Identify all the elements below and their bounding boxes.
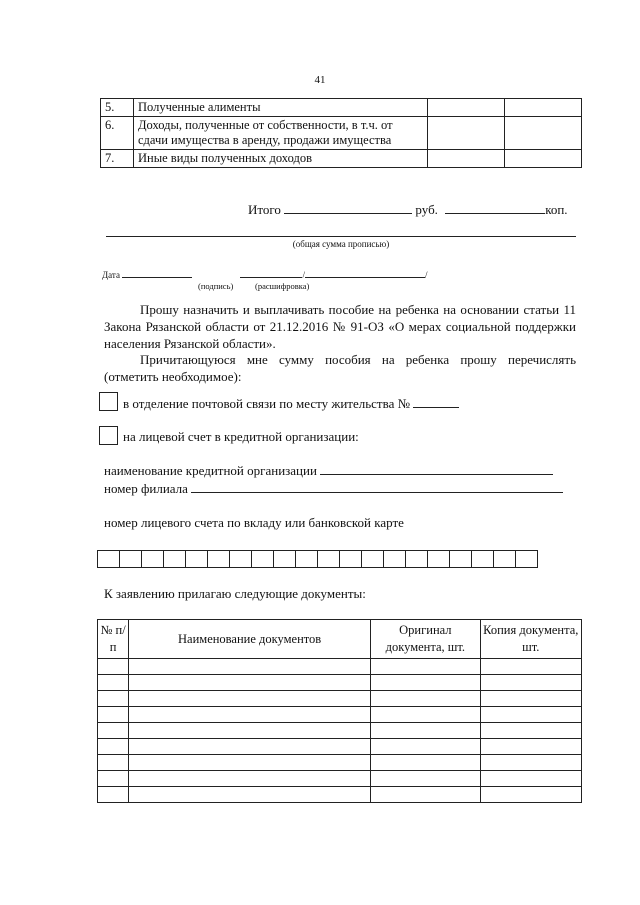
- header-num: № п/п: [98, 620, 129, 659]
- document-copy-cell[interactable]: [480, 707, 581, 723]
- post-office-option: [123, 395, 459, 412]
- signature-field[interactable]: [240, 268, 302, 278]
- account-number-grid[interactable]: [97, 550, 538, 568]
- income-row-text: Иные виды полученных доходов: [134, 150, 428, 168]
- document-row: [98, 659, 582, 675]
- rub-field[interactable]: [284, 201, 412, 214]
- account-digit-cell[interactable]: [230, 550, 252, 568]
- document-copy-cell[interactable]: [480, 787, 581, 803]
- income-row-text: Доходы, полученные от собственности, в т.ч. от сдачи имущества в аренду, продажи имущества: [134, 117, 428, 150]
- account-digit-cell[interactable]: [340, 550, 362, 568]
- document-num-cell[interactable]: [98, 659, 129, 675]
- document-original-cell[interactable]: [371, 771, 480, 787]
- transfer-paragraph: Причитающуюся мне сумму пособия на ребенка прошу перечислять (отметить необходимое):: [104, 352, 576, 384]
- income-row-value-2[interactable]: [505, 150, 582, 168]
- document-num-cell[interactable]: [98, 723, 129, 739]
- document-row: [98, 771, 582, 787]
- kop-field[interactable]: [445, 201, 545, 214]
- document-name-cell[interactable]: [129, 691, 371, 707]
- document-copy-cell[interactable]: [480, 755, 581, 771]
- header-doc-name: Наименование документов: [129, 620, 371, 659]
- account-digit-cell[interactable]: [120, 550, 142, 568]
- account-digit-cell[interactable]: [98, 550, 120, 568]
- document-row: [98, 707, 582, 723]
- document-original-cell[interactable]: [371, 707, 480, 723]
- account-digit-cell[interactable]: [472, 550, 494, 568]
- post-number-label: №: [397, 396, 410, 411]
- income-row: [101, 150, 582, 168]
- document-num-cell[interactable]: [98, 691, 129, 707]
- document-num-cell[interactable]: [98, 787, 129, 803]
- document-original-cell[interactable]: [371, 787, 480, 803]
- income-row-value-2[interactable]: [505, 117, 582, 150]
- request-paragraph: Прошу назначить и выплачивать пособие на ребенка на основании статьи 11 Закона Рязанской области от 21.12.2016 № 91-ОЗ «О мерах социальной поддержки населения Рязанской области».: [104, 302, 576, 351]
- total-line: [248, 201, 568, 218]
- account-digit-cell[interactable]: [384, 550, 406, 568]
- document-original-cell[interactable]: [371, 723, 480, 739]
- document-original-cell[interactable]: [371, 659, 480, 675]
- document-row: [98, 755, 582, 771]
- signature-caption: (подпись): [198, 281, 234, 291]
- branch-label: номер филиала: [104, 481, 188, 496]
- document-name-cell[interactable]: [129, 723, 371, 739]
- document-num-cell[interactable]: [98, 755, 129, 771]
- income-row-value-1[interactable]: [428, 99, 505, 117]
- document-copy-cell[interactable]: [480, 691, 581, 707]
- income-row-value-1[interactable]: [428, 150, 505, 168]
- account-digit-cell[interactable]: [274, 550, 296, 568]
- account-digit-cell[interactable]: [362, 550, 384, 568]
- post-office-label: в отделение почтовой связи по месту жительства: [123, 396, 395, 411]
- document-name-cell[interactable]: [129, 707, 371, 723]
- credit-org-field[interactable]: [320, 462, 553, 475]
- account-digit-cell[interactable]: [406, 550, 428, 568]
- document-original-cell[interactable]: [371, 675, 480, 691]
- bank-account-checkbox[interactable]: [99, 426, 118, 445]
- branch-row: [104, 480, 563, 497]
- document-num-cell[interactable]: [98, 771, 129, 787]
- income-row-value-1[interactable]: [428, 117, 505, 150]
- document-copy-cell[interactable]: [480, 675, 581, 691]
- signature-row: Дата / /: [102, 270, 428, 280]
- document-name-cell[interactable]: [129, 771, 371, 787]
- income-table: [100, 98, 582, 168]
- document-row: [98, 691, 582, 707]
- branch-field[interactable]: [191, 480, 563, 493]
- account-digit-cell[interactable]: [450, 550, 472, 568]
- header-copy: Копия документа, шт.: [480, 620, 581, 659]
- header-original: Оригинал документа, шт.: [371, 620, 480, 659]
- page-number: 41: [314, 74, 326, 86]
- account-digit-cell[interactable]: [186, 550, 208, 568]
- itogo-label: Итого: [248, 202, 281, 217]
- credit-org-label: наименование кредитной организации: [104, 463, 317, 478]
- document-name-cell[interactable]: [129, 739, 371, 755]
- document-name-cell[interactable]: [129, 787, 371, 803]
- document-original-cell[interactable]: [371, 755, 480, 771]
- document-row: [98, 675, 582, 691]
- document-num-cell[interactable]: [98, 739, 129, 755]
- bank-account-label: на лицевой счет в кредитной организации:: [123, 429, 359, 444]
- account-digit-cell[interactable]: [318, 550, 340, 568]
- income-row-text: Полученные алименты: [134, 99, 428, 117]
- document-copy-cell[interactable]: [480, 659, 581, 675]
- document-num-cell[interactable]: [98, 675, 129, 691]
- document-name-cell[interactable]: [129, 675, 371, 691]
- income-row-value-2[interactable]: [505, 99, 582, 117]
- document-copy-cell[interactable]: [480, 723, 581, 739]
- account-digit-cell[interactable]: [164, 550, 186, 568]
- post-office-checkbox[interactable]: [99, 392, 118, 411]
- document-original-cell[interactable]: [371, 739, 480, 755]
- document-num-cell[interactable]: [98, 707, 129, 723]
- decoding-caption: (расшифровка): [255, 281, 310, 291]
- income-row-num: 6.: [101, 117, 134, 150]
- income-row-num: 5.: [101, 99, 134, 117]
- account-digit-cell[interactable]: [252, 550, 274, 568]
- rub-label: руб.: [415, 202, 438, 217]
- document-row: [98, 787, 582, 803]
- income-row-num: 7.: [101, 150, 134, 168]
- kop-label: коп.: [545, 202, 568, 217]
- name-decoding-field[interactable]: [305, 268, 425, 278]
- account-digit-cell[interactable]: [208, 550, 230, 568]
- document-copy-cell[interactable]: [480, 771, 581, 787]
- sum-in-words-line[interactable]: [106, 236, 576, 237]
- document-name-cell[interactable]: [129, 659, 371, 675]
- account-digit-cell[interactable]: [428, 550, 450, 568]
- date-label: Дата: [102, 270, 120, 280]
- credit-org-row: [104, 462, 553, 479]
- account-digit-cell[interactable]: [494, 550, 516, 568]
- document-row: [98, 739, 582, 755]
- account-label: номер лицевого счета по вкладу или банковской карте: [104, 515, 404, 530]
- income-row: [101, 99, 582, 117]
- account-digit-cell[interactable]: [296, 550, 318, 568]
- documents-table: [97, 619, 582, 803]
- document-row: [98, 723, 582, 739]
- account-digit-cell[interactable]: [516, 550, 538, 568]
- document-name-cell[interactable]: [129, 755, 371, 771]
- post-number-field[interactable]: [413, 395, 459, 408]
- sum-in-words-caption: (общая сумма прописью): [292, 239, 390, 249]
- attachments-intro: К заявлению прилагаю следующие документы:: [104, 586, 366, 601]
- documents-table-header: [98, 620, 582, 659]
- document-original-cell[interactable]: [371, 691, 480, 707]
- document-copy-cell[interactable]: [480, 739, 581, 755]
- income-row: [101, 117, 582, 150]
- account-digit-cell[interactable]: [142, 550, 164, 568]
- date-field[interactable]: [122, 268, 192, 278]
